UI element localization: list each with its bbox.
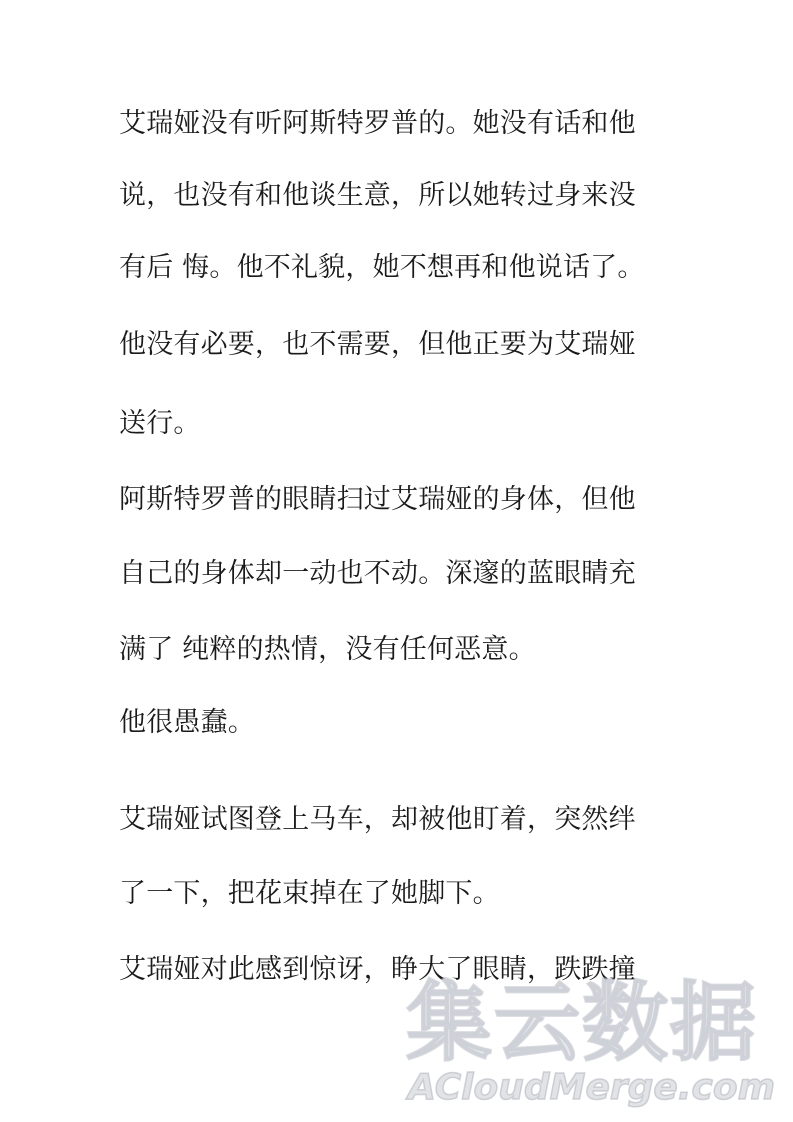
text-line-9: 他很愚蠢。 (119, 707, 255, 738)
text-line-10: 艾瑞娅试图登上马车，却被他盯着，突然绊 (119, 804, 636, 835)
text-line-8: 满了 纯粹的热情，没有任何恶意。 (119, 634, 536, 665)
text-line-12: 艾瑞娅对此感到惊讶，睁大了眼睛，跌跌撞 (119, 954, 636, 985)
text-line-5: 送行。 (119, 408, 201, 439)
watermark (400, 975, 793, 1115)
text-line-2: 说，也没有和他谈生意，所以她转过身来没 (119, 180, 636, 211)
text-line-4: 他没有必要，也不需要，但他正要为艾瑞娅 (119, 329, 636, 360)
watermark-english-text: ACloudMerge.com (408, 1067, 776, 1108)
text-line-3: 有后 悔。他不礼貌，她不想再和他说话了。 (119, 252, 645, 283)
text-line-6: 阿斯特罗普的眼睛扫过艾瑞娅的身体，但他 (119, 484, 636, 515)
text-line-11: 了一下，把花束掉在了她脚下。 (119, 878, 500, 909)
watermark-chinese-text: 集云数据 (406, 973, 758, 1073)
text-line-7: 自己的身体却一动也不动。深邃的蓝眼睛充 (119, 558, 636, 589)
text-line-1: 艾瑞娅没有听阿斯特罗普的。她没有话和他 (119, 108, 636, 139)
